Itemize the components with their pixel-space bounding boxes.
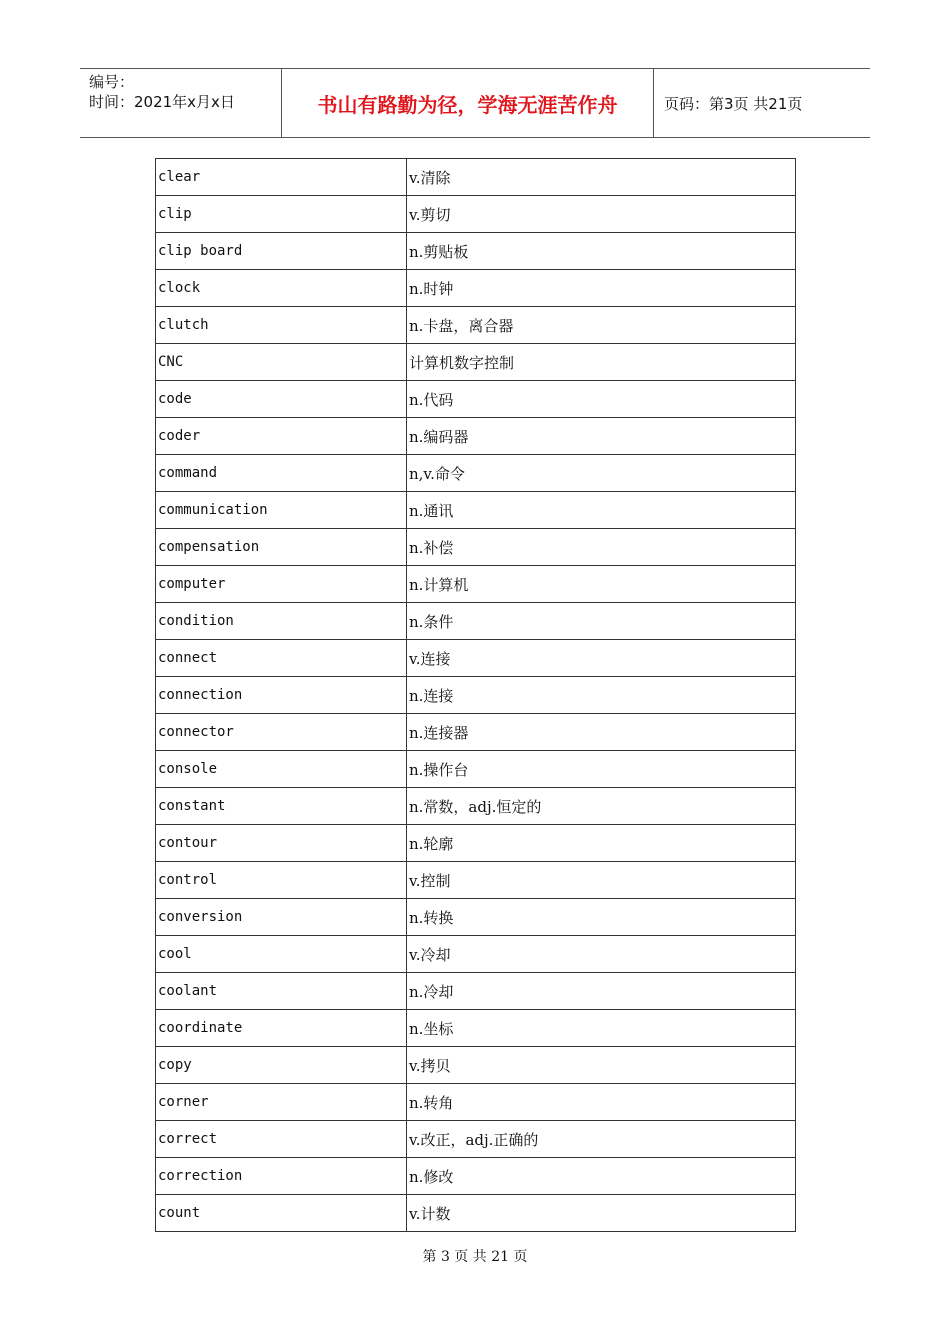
chinese-definition: n.计算机	[407, 566, 796, 603]
english-term: cool	[156, 936, 407, 973]
table-row	[156, 196, 796, 233]
vocabulary-table	[155, 158, 796, 1232]
table-row	[156, 936, 796, 973]
chinese-definition: v.拷贝	[407, 1047, 796, 1084]
english-term: clear	[156, 159, 407, 196]
table-row	[156, 899, 796, 936]
table-row	[156, 640, 796, 677]
english-term: clip	[156, 196, 407, 233]
header-motto-cell	[282, 69, 654, 137]
english-term: coordinate	[156, 1010, 407, 1047]
number-label: 编号：	[89, 73, 135, 91]
english-term: CNC	[156, 344, 407, 381]
chinese-definition: n.条件	[407, 603, 796, 640]
english-term: coder	[156, 418, 407, 455]
english-term: connector	[156, 714, 407, 751]
english-term: corner	[156, 1084, 407, 1121]
table-row	[156, 714, 796, 751]
table-row	[156, 825, 796, 862]
english-term: count	[156, 1195, 407, 1232]
table-row	[156, 1158, 796, 1195]
table-row	[156, 566, 796, 603]
chinese-definition: n.连接	[407, 677, 796, 714]
chinese-definition: n,v.命令	[407, 455, 796, 492]
chinese-definition: v.连接	[407, 640, 796, 677]
table-row	[156, 1084, 796, 1121]
table-row	[156, 492, 796, 529]
time-label: 时间：2021年x月x日	[89, 93, 235, 111]
chinese-definition: n.常数，adj.恒定的	[407, 788, 796, 825]
chinese-definition: v.清除	[407, 159, 796, 196]
chinese-definition: v.剪切	[407, 196, 796, 233]
english-term: compensation	[156, 529, 407, 566]
chinese-definition: n.冷却	[407, 973, 796, 1010]
table-row	[156, 603, 796, 640]
header-page-cell	[654, 69, 870, 137]
english-term: computer	[156, 566, 407, 603]
english-term: clock	[156, 270, 407, 307]
english-term: communication	[156, 492, 407, 529]
chinese-definition: n.操作台	[407, 751, 796, 788]
chinese-definition: n.轮廓	[407, 825, 796, 862]
table-row	[156, 455, 796, 492]
chinese-definition: 计算机数字控制	[407, 344, 796, 381]
chinese-definition: v.改正，adj.正确的	[407, 1121, 796, 1158]
chinese-definition: n.卡盘，离合器	[407, 307, 796, 344]
table-row	[156, 233, 796, 270]
page-header	[80, 68, 870, 138]
english-term: clutch	[156, 307, 407, 344]
chinese-definition: v.计数	[407, 1195, 796, 1232]
chinese-definition: n.补偿	[407, 529, 796, 566]
chinese-definition: n.转换	[407, 899, 796, 936]
table-row	[156, 1010, 796, 1047]
table-row	[156, 973, 796, 1010]
table-row	[156, 270, 796, 307]
english-term: coolant	[156, 973, 407, 1010]
table-row	[156, 381, 796, 418]
table-row	[156, 344, 796, 381]
table-row	[156, 677, 796, 714]
english-term: condition	[156, 603, 407, 640]
table-row	[156, 529, 796, 566]
chinese-definition: n.转角	[407, 1084, 796, 1121]
motto-text: 书山有路勤为径，学海无涯苦作舟	[317, 92, 618, 117]
english-term: connect	[156, 640, 407, 677]
table-row	[156, 862, 796, 899]
table-row	[156, 1047, 796, 1084]
table-row	[156, 788, 796, 825]
english-term: connection	[156, 677, 407, 714]
header-meta	[80, 69, 282, 137]
english-term: command	[156, 455, 407, 492]
english-term: code	[156, 381, 407, 418]
chinese-definition: n.修改	[407, 1158, 796, 1195]
chinese-definition: v.控制	[407, 862, 796, 899]
english-term: control	[156, 862, 407, 899]
chinese-definition: n.连接器	[407, 714, 796, 751]
chinese-definition: n.代码	[407, 381, 796, 418]
chinese-definition: n.剪贴板	[407, 233, 796, 270]
page-footer: 第 3 页 共 21 页	[422, 1249, 528, 1265]
english-term: copy	[156, 1047, 407, 1084]
chinese-definition: n.时钟	[407, 270, 796, 307]
table-row	[156, 418, 796, 455]
english-term: correct	[156, 1121, 407, 1158]
english-term: correction	[156, 1158, 407, 1195]
chinese-definition: n.通讯	[407, 492, 796, 529]
table-row	[156, 1121, 796, 1158]
table-row	[156, 307, 796, 344]
chinese-definition: v.冷却	[407, 936, 796, 973]
page-info: 页码：第3页 共21页	[664, 94, 803, 113]
table-row	[156, 1195, 796, 1232]
english-term: contour	[156, 825, 407, 862]
english-term: console	[156, 751, 407, 788]
vocabulary-table-body	[156, 159, 796, 1232]
chinese-definition: n.编码器	[407, 418, 796, 455]
english-term: clip board	[156, 233, 407, 270]
english-term: conversion	[156, 899, 407, 936]
table-row	[156, 159, 796, 196]
chinese-definition: n.坐标	[407, 1010, 796, 1047]
table-row	[156, 751, 796, 788]
english-term: constant	[156, 788, 407, 825]
